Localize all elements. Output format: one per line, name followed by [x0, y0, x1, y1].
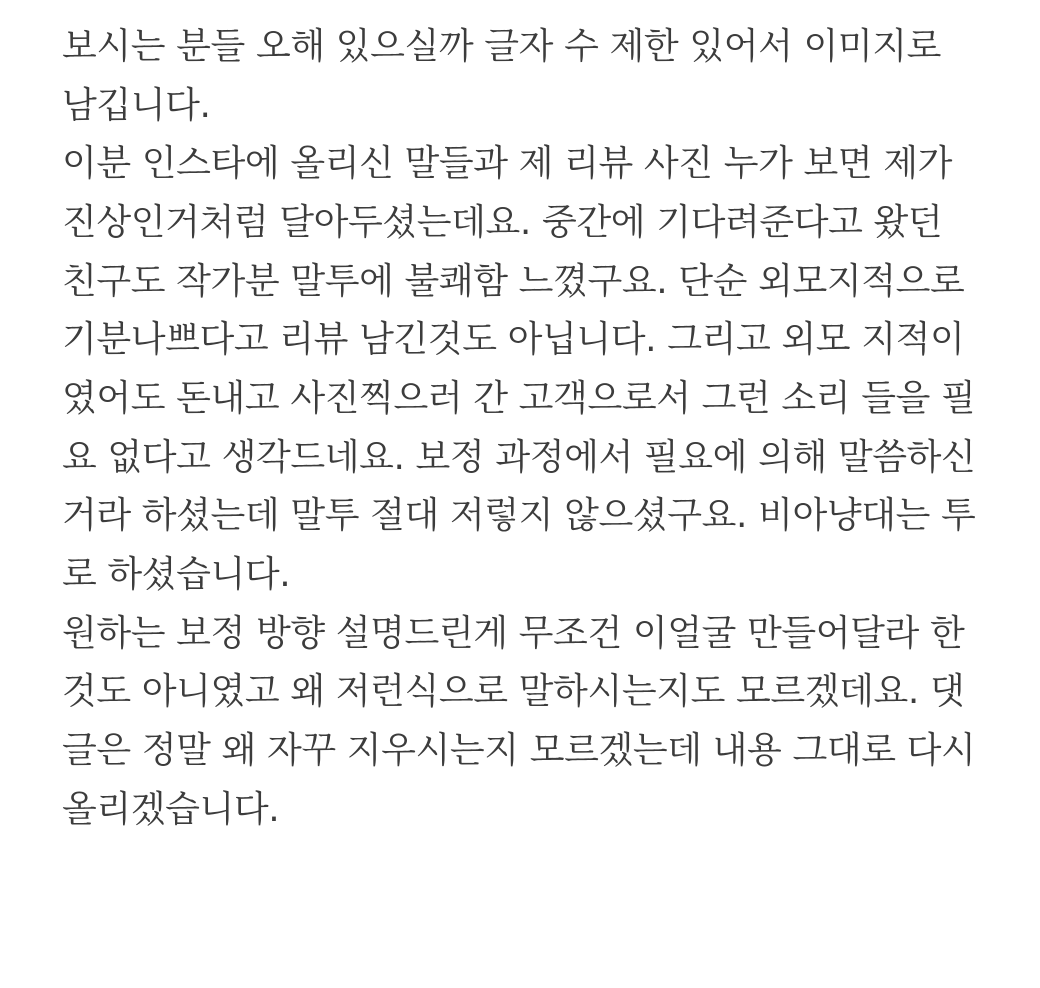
document-text-body	[62, 18, 978, 839]
paragraph-1: 보시는 분들 오해 있으실까 글자 수 제한 있어서 이미지로 남깁니다.	[62, 26, 941, 126]
paragraph-3: 원하는 보정 방향 설명드린게 무조건 이얼굴 만들어달라 한것도 아니였고 왜 저런식으로 말하시는지도 모르겠데요. 댓글은 정말 왜 자꾸 지우시는지 모르겠는데 내용 그대로 다시 올리겠습니다.	[62, 612, 976, 830]
paragraph-2: 이분 인스타에 올리신 말들과 제 리뷰 사진 누가 보면 제가 진상인거처럼 달아두셨는데요. 중간에 기다려준다고 왔던 친구도 작가분 말투에 불쾌함 느꼈구요. 단순 외모지적으로 기분나쁘다고 리뷰 남긴것도 아닙니다. 그리고 외모 지적이였어도 돈내고 사진찍으러 간 고객으로서 그런 소리 들을 필요 없다고 생각드네요. 보정 과정에서 필요에 의해 말씀하신거라 하셨는데 말투 절대 저렇지 않으셨구요. 비아냥대는 투로 하셨습니다.	[62, 143, 976, 596]
